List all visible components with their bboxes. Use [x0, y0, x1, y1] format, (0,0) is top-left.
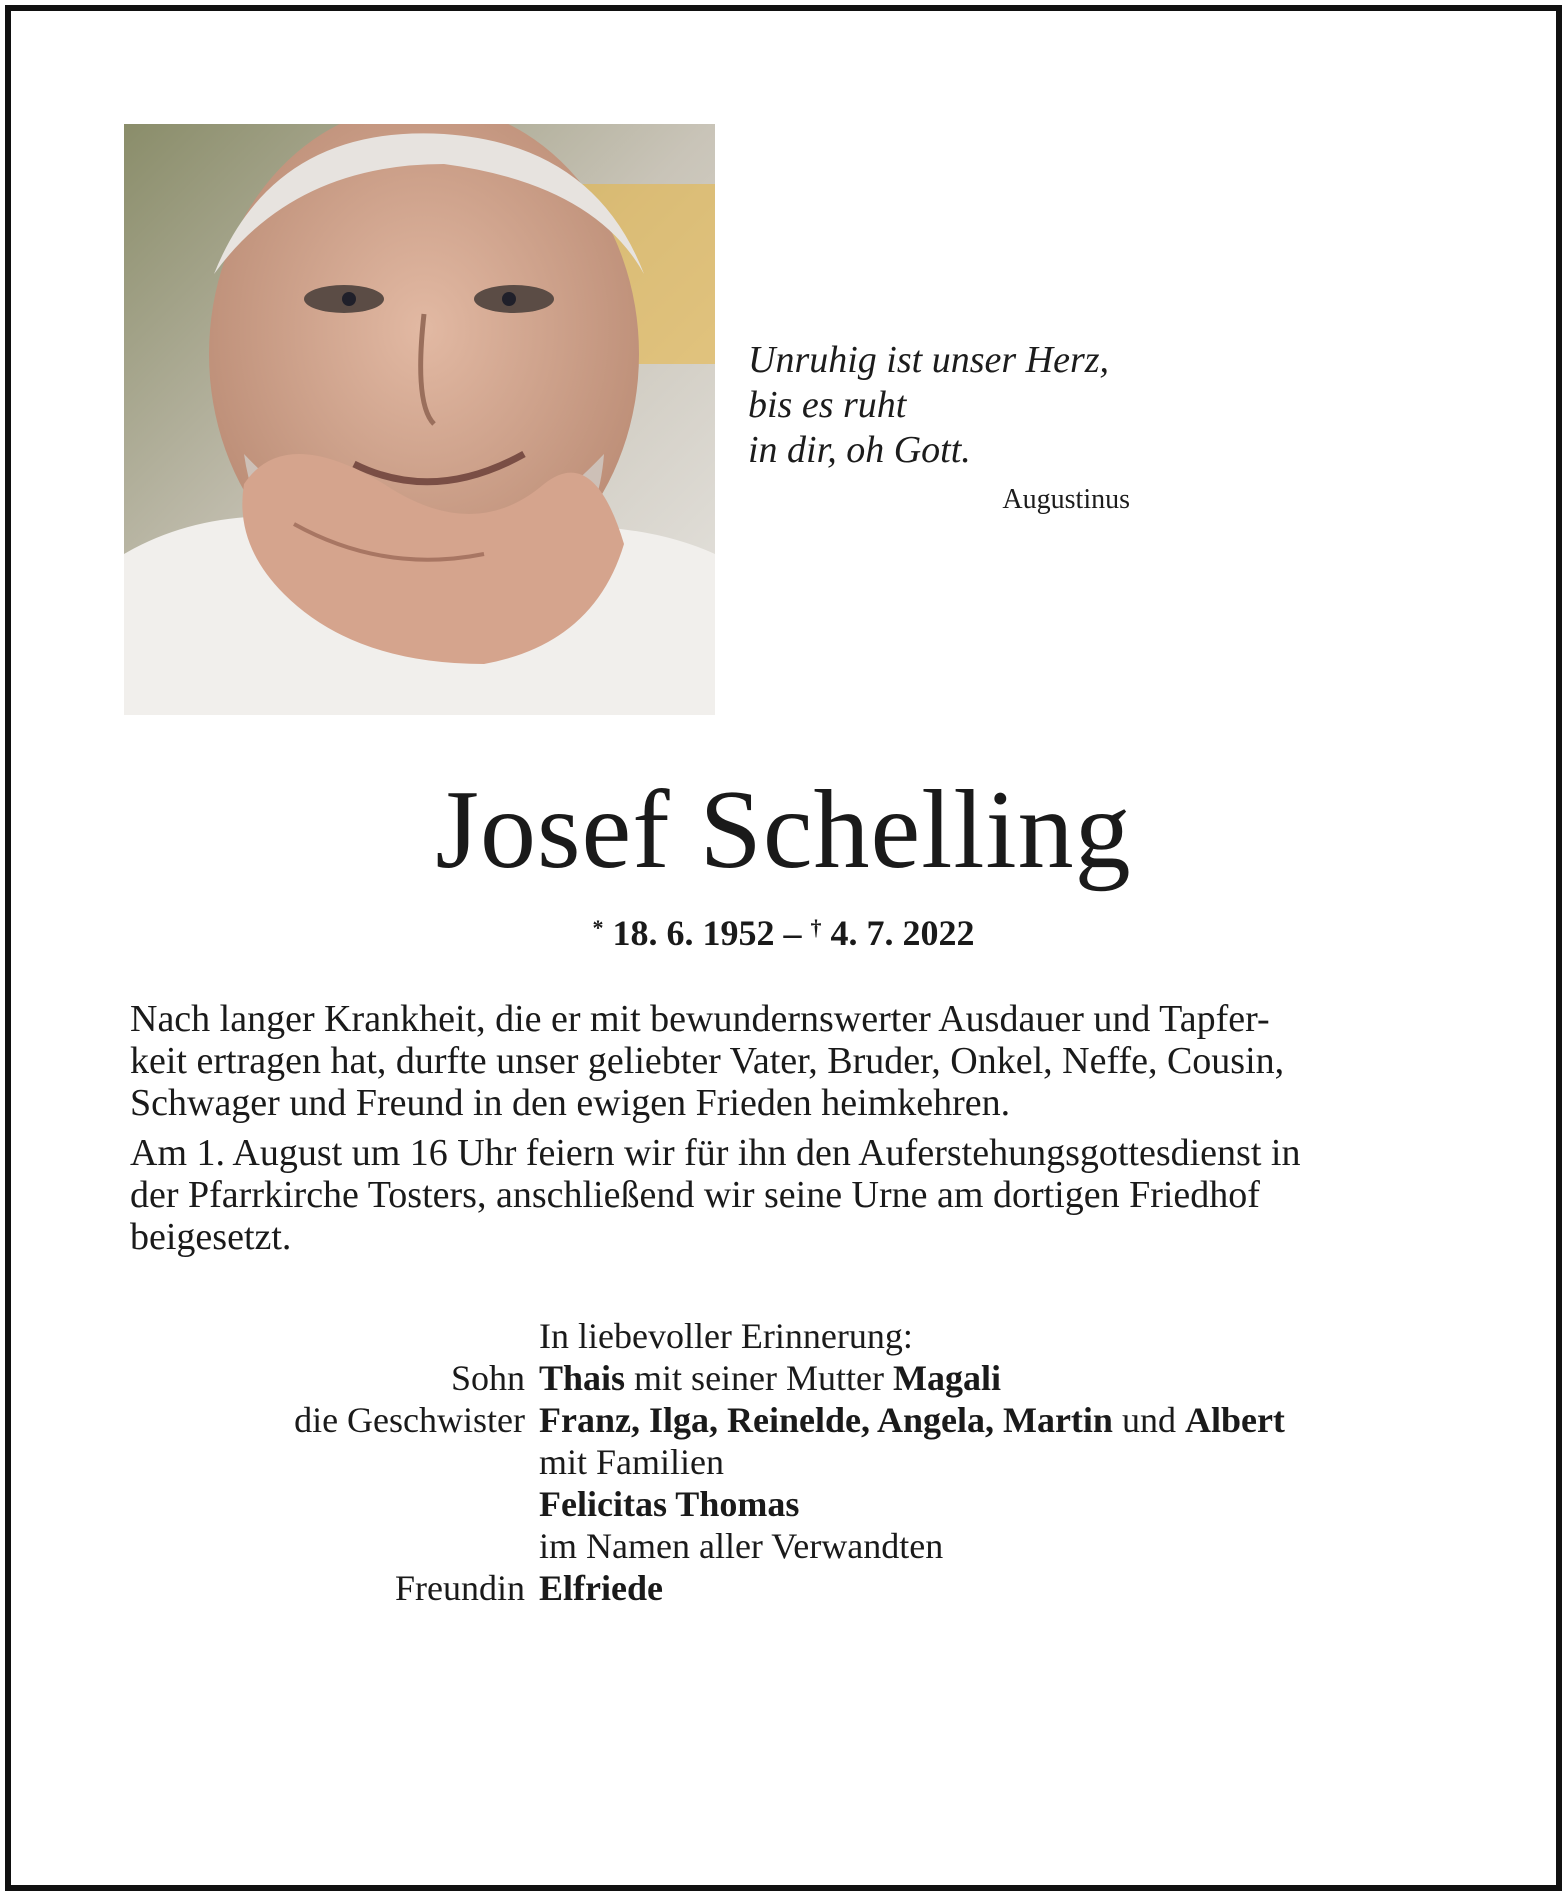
relative-name-text: Felicitas Thomas — [539, 1484, 800, 1524]
text-line: Am 1. August um 16 Uhr feiern wir für ihn den Auferstehungsgottesdienst in — [130, 1132, 1301, 1174]
paragraph-service — [130, 1132, 1440, 1258]
text-line: Schwager und Freund in den ewigen Frieden heimkehren. — [130, 1082, 1011, 1124]
birth-symbol: * — [592, 915, 604, 940]
announcement-text — [130, 998, 1440, 1258]
portrait-photo — [124, 124, 715, 715]
siblings-last: Albert — [1184, 1400, 1285, 1440]
son-name: Thais — [539, 1358, 626, 1398]
portrait-illustration — [124, 124, 715, 715]
son-row — [0, 1357, 1567, 1399]
death-date: 4. 7. 2022 — [830, 913, 975, 953]
son-label: Sohn — [450, 1358, 525, 1398]
siblings-families: mit Familien — [539, 1442, 724, 1482]
closing-intro: In liebevoller Erinnerung: — [539, 1316, 913, 1356]
closing-intro-row — [0, 1315, 1567, 1357]
quote-line: bis es ruht — [748, 384, 907, 426]
siblings-names: Franz, Ilga, Reinelde, Angela, Martin — [539, 1400, 1113, 1440]
text-line: keit ertragen hat, durfte unser geliebter Vater, Bruder, Onkel, Neffe, Cousin, — [130, 1040, 1285, 1082]
siblings-row — [0, 1399, 1567, 1441]
birth-date: 18. 6. 1952 — [612, 913, 775, 953]
text-line: beigesetzt. — [130, 1216, 292, 1258]
friend-name: Elfriede — [539, 1568, 663, 1608]
son-with: mit seiner Mutter — [634, 1358, 884, 1398]
son-value — [539, 1357, 1001, 1399]
son-mother: Magali — [893, 1358, 1001, 1398]
relative-row — [0, 1483, 1567, 1525]
relative-note-row — [0, 1525, 1567, 1567]
life-dates — [0, 906, 1567, 955]
quote-author: Augustinus — [1002, 484, 1130, 515]
friend-row — [0, 1567, 1567, 1609]
quote — [748, 338, 1138, 473]
relative-name — [539, 1483, 799, 1525]
deceased-name: Josef Schelling — [435, 768, 1132, 892]
relative-note: im Namen aller Verwandten — [539, 1526, 944, 1566]
quote-line: in dir, oh Gott. — [748, 429, 971, 471]
friend-value — [539, 1567, 663, 1609]
siblings-value — [539, 1399, 1285, 1441]
text-line: Nach langer Krankheit, die er mit bewundernswerter Ausdauer und Tapfer- — [130, 998, 1270, 1040]
mourners-list — [0, 1315, 1567, 1609]
siblings-label: die Geschwister — [294, 1400, 525, 1440]
siblings-and: und — [1121, 1400, 1176, 1440]
quote-line: Unruhig ist unser Herz, — [748, 339, 1110, 381]
paragraph-illness — [130, 998, 1440, 1124]
friend-label: Freundin — [395, 1568, 525, 1608]
date-separator: – — [783, 913, 802, 953]
death-symbol: † — [810, 915, 822, 940]
siblings-families-row — [0, 1441, 1567, 1483]
text-line: der Pfarrkirche Tosters, anschließend wir seine Urne am dortigen Friedhof — [130, 1174, 1260, 1216]
